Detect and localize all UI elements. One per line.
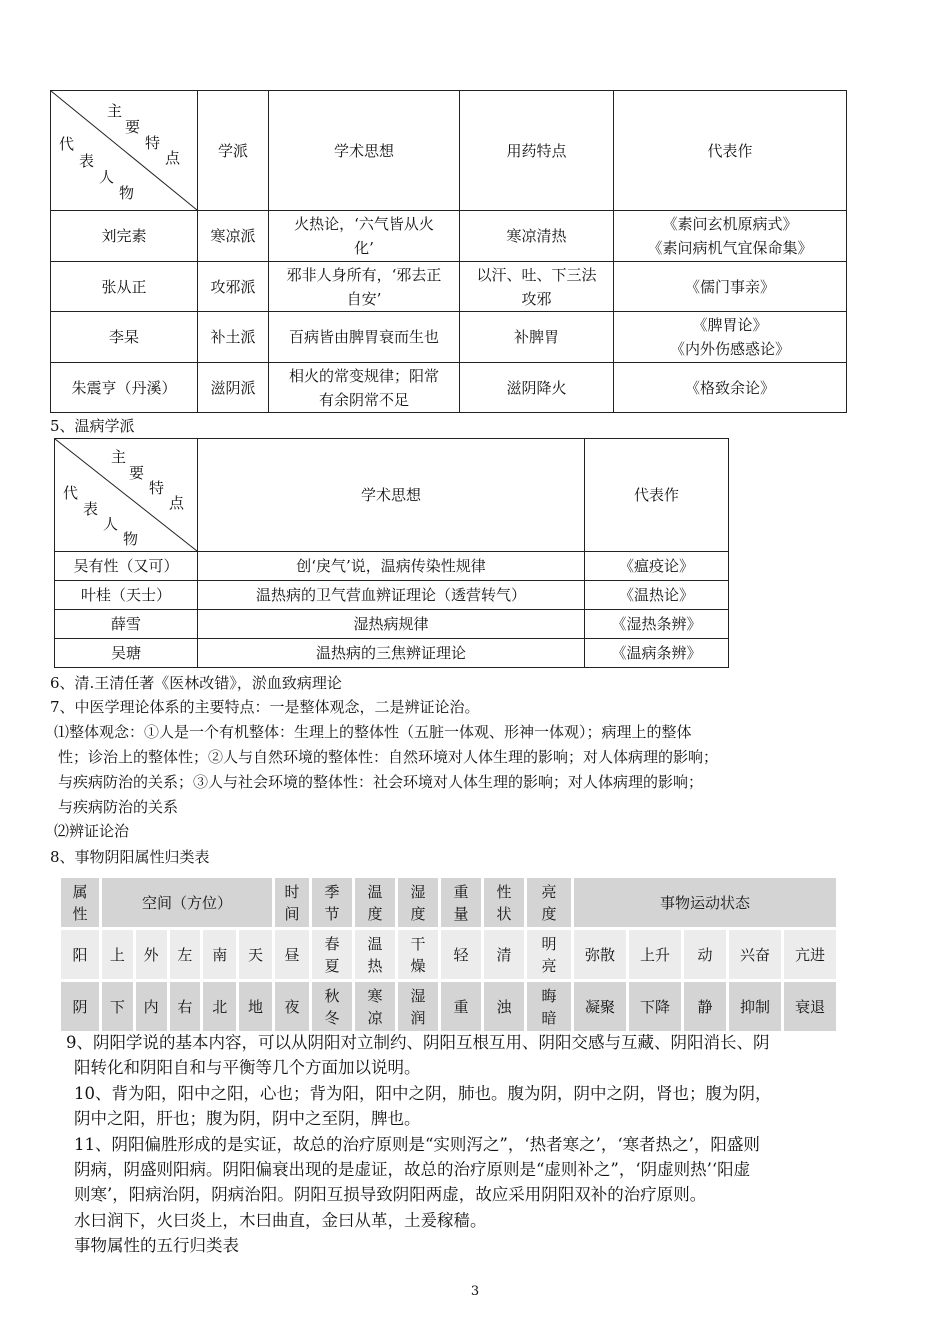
header-time: 时 间 xyxy=(275,878,309,927)
work-cell: 《湿热条辨》 xyxy=(585,610,729,639)
paragraph-11-line: 11、阴阳偏胜形成的是实证，故总的治疗原则是“实则泻之”，‘热者寒之’，‘寒者热之’，阳盛则 xyxy=(74,1135,760,1154)
header-temp: 温 度 xyxy=(355,878,395,927)
paragraph-6: 6、清.王清任著《医林改错》，淤血致病理论 xyxy=(50,674,342,692)
corner-char: 要 xyxy=(125,118,141,136)
header-work: 代表作 xyxy=(614,91,847,211)
person-cell: 刘完素 xyxy=(51,211,198,262)
header-work: 代表作 xyxy=(585,439,729,552)
motion-cell: 亢进 xyxy=(784,930,836,979)
paragraph-10-line: 10、背为阳，阳中之阳，心也；背为阳，阳中之阴，肺也。腹为阴，阴中之阴，肾也；腹为阴， xyxy=(74,1084,772,1103)
corner-char: 点 xyxy=(165,149,181,167)
corner-char: 主 xyxy=(111,448,127,466)
corner-char: 要 xyxy=(129,464,145,482)
motion-cell: 衰退 xyxy=(784,982,836,1031)
header-space: 空间（方位） xyxy=(102,878,272,927)
corner-char: 代 xyxy=(59,135,75,153)
warm-disease-table xyxy=(54,438,729,668)
motion-cell: 下降 xyxy=(629,982,681,1031)
season-cell: 春 夏 xyxy=(312,930,352,979)
thought-cell: 火热论，‘六气皆从火 化’ xyxy=(269,211,460,262)
work-cell: 《脾胃论》 《内外伤感惑论》 xyxy=(614,312,847,363)
header-drug: 用药特点 xyxy=(460,91,614,211)
table-row xyxy=(51,312,847,363)
paragraph-12: 水曰润下，火曰炎上，木曰曲直，金曰从革，土爰稼穑。 xyxy=(74,1211,487,1230)
drug-cell: 补脾胃 xyxy=(460,312,614,363)
motion-cell: 抑制 xyxy=(729,982,781,1031)
corner-char: 点 xyxy=(169,494,185,512)
thought-cell: 百病皆由脾胃衰而生也 xyxy=(269,312,460,363)
paragraph-11-line: 阴病，阴盛则阳病。阴阳偏衰出现的是虚证，故总的治疗原则是“虚则补之”，‘阴虚则热’‘阳虚 xyxy=(74,1160,751,1179)
work-cell: 《格致余论》 xyxy=(614,363,847,413)
corner-char: 表 xyxy=(83,500,99,518)
header-season: 季 节 xyxy=(312,878,352,927)
corner-char: 代 xyxy=(63,484,79,502)
table-row xyxy=(51,211,847,262)
corner-char: 人 xyxy=(103,515,119,533)
header-thought: 学术思想 xyxy=(198,439,585,552)
paragraph-13: 事物属性的五行归类表 xyxy=(74,1236,239,1255)
paragraph-8: 8、事物阴阳属性归类表 xyxy=(50,848,210,866)
motion-cell: 上升 xyxy=(629,930,681,979)
thought-cell: 温热病的三焦辨证理论 xyxy=(198,639,585,668)
drug-cell: 寒凉清热 xyxy=(460,211,614,262)
humid-cell: 干 燥 xyxy=(398,930,438,979)
drug-cell: 以汗、吐、下三法 攻邪 xyxy=(460,262,614,312)
work-cell: 《儒门事亲》 xyxy=(614,262,847,312)
drug-cell: 滋阴降火 xyxy=(460,363,614,413)
thought-cell: 温热病的卫气营血辨证理论（透营转气） xyxy=(198,581,585,610)
school-cell: 补土派 xyxy=(198,312,269,363)
header-motion: 事物运动状态 xyxy=(574,878,836,927)
page-number: 3 xyxy=(470,1284,480,1299)
work-cell: 《温热论》 xyxy=(585,581,729,610)
time-cell: 夜 xyxy=(275,982,309,1031)
work-cell: 《瘟疫论》 xyxy=(585,552,729,581)
paragraph-7a-line: 与疾病防治的关系 xyxy=(58,798,179,816)
space-cell: 内 xyxy=(136,982,167,1031)
weight-cell: 重 xyxy=(441,982,481,1031)
paragraph-7a-line: ⑴整体观念：①人是一个有机整体：生理上的整体性（五脏一体观、形神一体观）；病理上的整体 xyxy=(54,723,692,741)
bright-cell: 明 亮 xyxy=(527,930,571,979)
corner-char: 特 xyxy=(149,479,165,497)
weight-cell: 轻 xyxy=(441,930,481,979)
paragraph-7: 7、中医学理论体系的主要特点：一是整体观念，二是辨证论治。 xyxy=(50,698,480,716)
table-row xyxy=(51,262,847,312)
space-cell: 南 xyxy=(203,930,236,979)
paragraph-7b: ⑵辨证论治 xyxy=(54,822,130,840)
thought-cell: 邪非人身所有，‘邪去正 自安’ xyxy=(269,262,460,312)
person-cell: 朱震亨（丹溪） xyxy=(51,363,198,413)
header-bright: 亮 度 xyxy=(527,878,571,927)
season-cell: 秋 冬 xyxy=(312,982,352,1031)
motion-cell: 凝聚 xyxy=(574,982,626,1031)
yin-row xyxy=(61,982,836,1031)
temp-cell: 寒 凉 xyxy=(355,982,395,1031)
attr-cell: 阳 xyxy=(61,930,99,979)
table-row xyxy=(55,639,729,668)
space-cell: 北 xyxy=(203,982,236,1031)
school-cell: 滋阴派 xyxy=(198,363,269,413)
yang-row xyxy=(61,930,836,979)
person-cell: 李杲 xyxy=(51,312,198,363)
corner-char: 特 xyxy=(145,134,161,152)
bright-cell: 晦 暗 xyxy=(527,982,571,1031)
header-nature: 性 状 xyxy=(484,878,524,927)
space-cell: 地 xyxy=(239,982,272,1031)
header-attr: 属 性 xyxy=(61,878,99,927)
attr-cell: 阴 xyxy=(61,982,99,1031)
time-cell: 昼 xyxy=(275,930,309,979)
thought-cell: 创‘戾气’说，温病传染性规律 xyxy=(198,552,585,581)
motion-cell: 兴奋 xyxy=(729,930,781,979)
person-cell: 张从正 xyxy=(51,262,198,312)
corner-char: 物 xyxy=(123,530,139,548)
school-cell: 寒凉派 xyxy=(198,211,269,262)
yinyang-table xyxy=(58,875,839,1034)
diagonal-header-cell xyxy=(51,91,198,211)
space-cell: 天 xyxy=(239,930,272,979)
corner-char: 物 xyxy=(119,184,135,202)
person-cell: 薛雪 xyxy=(55,610,198,639)
table-row xyxy=(55,581,729,610)
temp-cell: 温 热 xyxy=(355,930,395,979)
school-cell: 攻邪派 xyxy=(198,262,269,312)
person-cell: 吴有性（又可） xyxy=(55,552,198,581)
thought-cell: 湿热病规律 xyxy=(198,610,585,639)
paragraph-11-line: 则寒’，阳病治阴，阴病治阳。阴阳互损导致阴阳两虚，故应采用阴阳双补的治疗原则。 xyxy=(74,1185,707,1204)
work-cell: 《温病条辨》 xyxy=(585,639,729,668)
header-weight: 重 量 xyxy=(441,878,481,927)
person-cell: 叶桂（天士） xyxy=(55,581,198,610)
thought-cell: 相火的常变规律；阳常 有余阴常不足 xyxy=(269,363,460,413)
paragraph-7a-line: 与疾病防治的关系；③人与社会环境的整体性：社会环境对人体生理的影响；对人体病理的影响； xyxy=(58,773,704,791)
table-row xyxy=(51,363,847,413)
motion-cell: 静 xyxy=(684,982,726,1031)
diagonal-header-cell xyxy=(55,439,198,552)
nature-cell: 清 xyxy=(484,930,524,979)
nature-cell: 浊 xyxy=(484,982,524,1031)
corner-char: 人 xyxy=(99,168,115,186)
humid-cell: 湿 润 xyxy=(398,982,438,1031)
corner-char: 表 xyxy=(79,152,95,170)
corner-char: 主 xyxy=(107,102,123,120)
space-cell: 下 xyxy=(102,982,133,1031)
space-cell: 左 xyxy=(170,930,201,979)
table-row xyxy=(55,610,729,639)
space-cell: 外 xyxy=(136,930,167,979)
header-thought: 学术思想 xyxy=(269,91,460,211)
paragraph-9-line: 9、阴阳学说的基本内容，可以从阴阳对立制约、阴阳互根互用、阴阳交感与互藏、阴阳消长、阴 xyxy=(66,1033,770,1052)
motion-cell: 动 xyxy=(684,930,726,979)
space-cell: 右 xyxy=(170,982,201,1031)
section-heading: 5、温病学派 xyxy=(50,417,135,435)
table-row xyxy=(55,552,729,581)
work-cell: 《素问玄机原病式》 《素问病机气宜保命集》 xyxy=(614,211,847,262)
paragraph-10-line: 阴中之阳，肝也；腹为阴，阴中之至阴，脾也。 xyxy=(74,1109,421,1128)
paragraph-7a-line: 性；诊治上的整体性；②人与自然环境的整体性：自然环境对人体生理的影响；对人体病理的影响； xyxy=(58,748,719,766)
header-humid: 湿 度 xyxy=(398,878,438,927)
school-table xyxy=(50,90,847,413)
paragraph-9-line: 阳转化和阴阳自和与平衡等几个方面加以说明。 xyxy=(74,1058,421,1077)
header-school: 学派 xyxy=(198,91,269,211)
person-cell: 吴瑭 xyxy=(55,639,198,668)
motion-cell: 弥散 xyxy=(574,930,626,979)
space-cell: 上 xyxy=(102,930,133,979)
